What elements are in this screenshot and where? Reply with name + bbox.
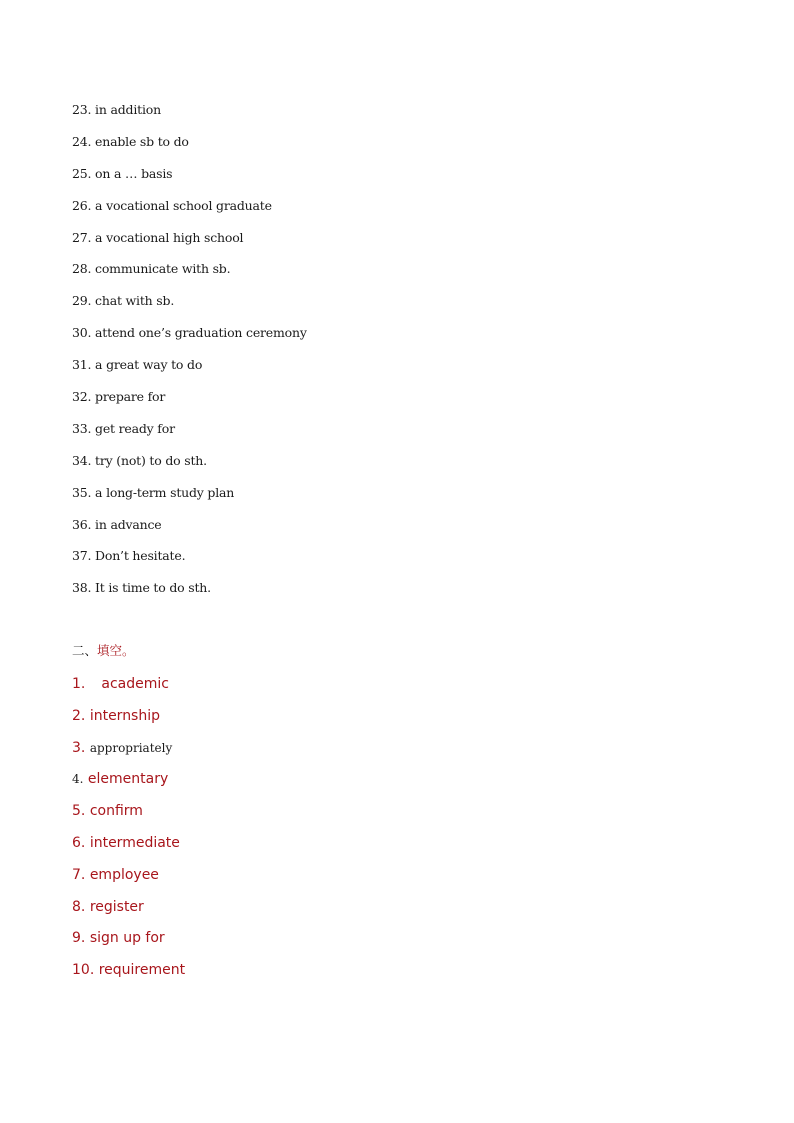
answer-text: elementary: [87, 771, 169, 788]
answer-item: [72, 705, 185, 737]
list-item: 37. Don’t hesitate.: [72, 548, 186, 564]
list-item: 23. in addition: [72, 102, 161, 117]
list-item: 32. prepare for: [72, 389, 166, 405]
answer-text: internship: [89, 707, 161, 724]
answer-text: appropriately: [89, 740, 173, 755]
list-item: 30. attend one’s graduation ceremony: [72, 325, 307, 341]
list-item: 27. a vocational high school: [72, 229, 244, 245]
answer-number: 1.: [72, 676, 86, 692]
list-item: 31. a great way to do: [72, 357, 203, 373]
answer-text: sign up for: [89, 930, 165, 947]
list-item: 36. in advance: [72, 516, 162, 532]
answer-text: employee: [89, 866, 159, 883]
answer-item: [72, 800, 185, 832]
answer-item: [72, 896, 185, 928]
answer-item: [72, 673, 185, 705]
section-number: 二、: [72, 643, 98, 658]
answer-list: [72, 673, 185, 991]
answer-text: intermediate: [89, 834, 180, 851]
answer-number: 8.: [72, 898, 86, 915]
answer-number: 2.: [72, 707, 86, 724]
answer-item: [72, 737, 185, 769]
answer-item: [72, 927, 185, 959]
answer-number: 9.: [72, 930, 86, 947]
answer-number: 10.: [72, 962, 95, 979]
list-item: 29. chat with sb.: [72, 293, 175, 309]
answer-text: register: [89, 898, 144, 915]
answer-number: 3.: [72, 739, 86, 756]
answer-text: requirement: [98, 962, 186, 979]
section-heading: [72, 641, 135, 661]
answer-number: 4.: [72, 772, 84, 787]
list-item: 24. enable sb to do: [72, 133, 189, 149]
answer-text: academic: [101, 676, 169, 692]
section-title: 填空。: [97, 643, 135, 658]
answer-number: 7.: [72, 866, 86, 883]
answer-item: [72, 832, 185, 864]
list-item: 33. get ready for: [72, 420, 175, 436]
answer-number: 6.: [72, 834, 86, 851]
list-item: 25. on a … basis: [72, 165, 173, 181]
phrase-list: [72, 100, 307, 610]
list-item: 38. It is time to do sth.: [72, 580, 211, 596]
list-item: 34. try (not) to do sth.: [72, 452, 207, 468]
answer-item: [72, 959, 185, 991]
list-item: 28. communicate with sb.: [72, 261, 231, 277]
list-item: 26. a vocational school graduate: [72, 197, 272, 213]
answer-number: 5.: [72, 803, 86, 820]
list-item: 35. a long-term study plan: [72, 484, 235, 500]
answer-text: confirm: [89, 803, 143, 820]
answer-item: [72, 864, 185, 896]
answer-item: [72, 768, 185, 800]
